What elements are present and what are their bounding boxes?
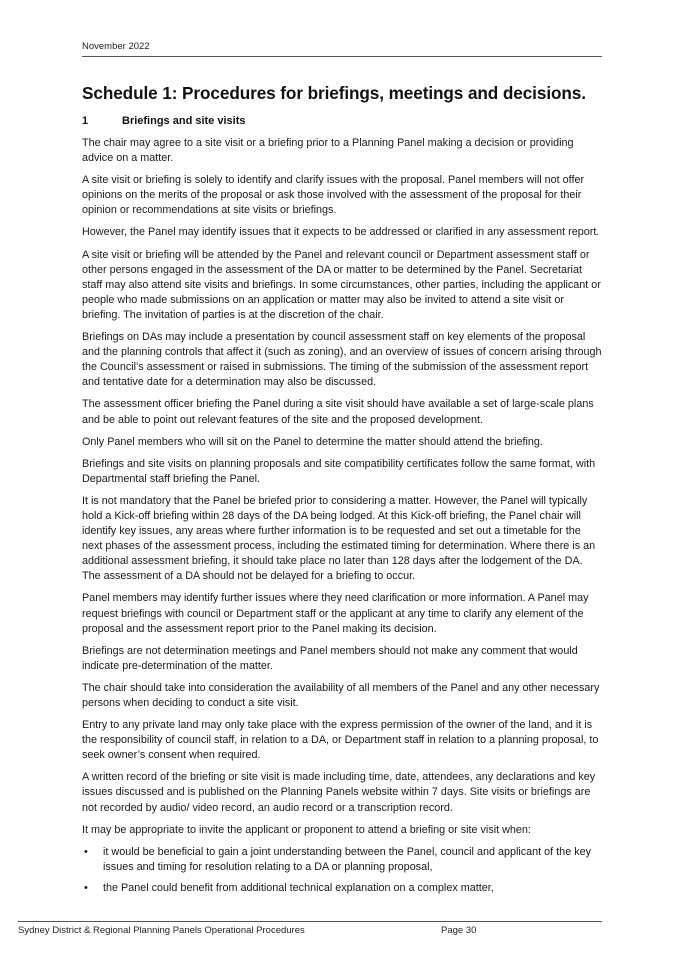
paragraph: It may be appropriate to invite the applicant or proponent to attend a briefing or site visit when: xyxy=(82,823,531,836)
bullet-icon: • xyxy=(84,845,88,858)
paragraph: Only Panel members who will sit on the Panel to determine the matter should attend the briefing. xyxy=(82,435,543,448)
paragraph: The chair may agree to a site visit or a briefing prior to a Planning Panel making a decision or providing advice on a matter. xyxy=(82,137,574,165)
paragraph: It is not mandatory that the Panel be briefed prior to considering a matter. However, the Panel will typically hold a Kick-off briefing within 28 days of the DA being lodged. At this Kick-off briefing, the Panel chair will identify key issues, any areas where further information is to be requested and set out a timetable for the next phases of the assessment process, including the estimated timing for determination. Where there is an additional assessment briefing, it should take place no later than 128 days after the lodgement of the DA. The assessment of a DA should not be delayed for a briefing to occur. xyxy=(82,494,596,583)
list-item xyxy=(82,881,602,896)
list-item xyxy=(82,845,602,875)
footer-document-title: Sydney District & Regional Planning Panels Operational Procedures xyxy=(18,925,305,936)
paragraph: Briefings on DAs may include a presentation by council assessment staff on key elements of the proposal and the planning controls that affect it (such as zoning), and an overview of issues of concern arising through the Council’s assessment or raised in submissions. The timing of the submission of the assessment report and tentative date for a determination may also be discussed. xyxy=(82,331,602,389)
paragraph: Entry to any private land may only take place with the express permission of the owner of the land, and it is the responsibility of council staff, in relation to a DA, or Department staff in relation to a planning proposal, to seek owner’s consent when required. xyxy=(82,719,599,762)
footer-page-number: Page 30 xyxy=(441,925,477,936)
paragraph: Panel members may identify further issues where they need clarification or more information. A Panel may request briefings with council or Department staff or the applicant at any time to clarify any element of the proposal and the assessment report prior to the Panel making its decision. xyxy=(82,592,589,635)
paragraph: However, the Panel may identify issues that it expects to be addressed or clarified in any assessment report. xyxy=(82,226,600,239)
paragraph: The assessment officer briefing the Panel during a site visit should have available a set of large-scale plans and be able to point out relevant features of the site and the proposed development. xyxy=(82,398,594,426)
section-heading xyxy=(82,115,602,127)
list-item-text: it would be beneficial to gain a joint understanding between the Panel, council and applicant of the key issues and timing for resolution relating to a DA or planning proposal, xyxy=(103,845,591,873)
page-title: Schedule 1: Procedures for briefings, meetings and decisions. xyxy=(82,83,586,103)
list-item-text: the Panel could benefit from additional technical explanation on a complex matter, xyxy=(103,881,494,894)
paragraph: A site visit or briefing will be attended by the Panel and relevant council or Department assessment staff or other persons engaged in the assessment of the DA or matter to be determined by the Panel. Secretariat staff may also attend site visits and briefings. In some circumstances, other parties, including the applicant or people who made submissions on an application or matter may also be invited to attend a site visit or briefing. The invitation of parties is at the discretion of the chair. xyxy=(82,248,601,321)
section-number: 1 xyxy=(82,115,89,127)
bullet-list xyxy=(82,845,602,896)
document-body xyxy=(82,82,602,902)
paragraph: Briefings and site visits on planning proposals and site compatibility certificates follow the same format, with Departmental staff briefing the Panel. xyxy=(82,457,596,485)
paragraph: A site visit or briefing is solely to identify and clarify issues with the proposal. Panel members will not offer opinions on the merits of the proposal or ask those involved with the assessment of the proposal for their opinion or recommendations at site visits or briefings. xyxy=(82,174,585,217)
bullet-icon: • xyxy=(84,881,88,894)
paragraph: Briefings are not determination meetings and Panel members should not make any comment that would indicate pre-determination of the matter. xyxy=(82,644,578,672)
section-title: Briefings and site visits xyxy=(122,115,246,127)
paragraph: A written record of the briefing or site visit is made including time, date, attendees, any declarations and key issues discussed and is published on the Planning Panels website within 7 days. Site visits or briefings are not recorded by audio/ video record, an audio record or a transcription record. xyxy=(82,771,596,814)
header-divider xyxy=(82,56,602,57)
page-header-date: November 2022 xyxy=(82,41,150,52)
footer-divider xyxy=(18,921,602,922)
paragraph: The chair should take into consideration the availability of all members of the Panel and any other necessary persons when deciding to conduct a site visit. xyxy=(82,681,600,709)
